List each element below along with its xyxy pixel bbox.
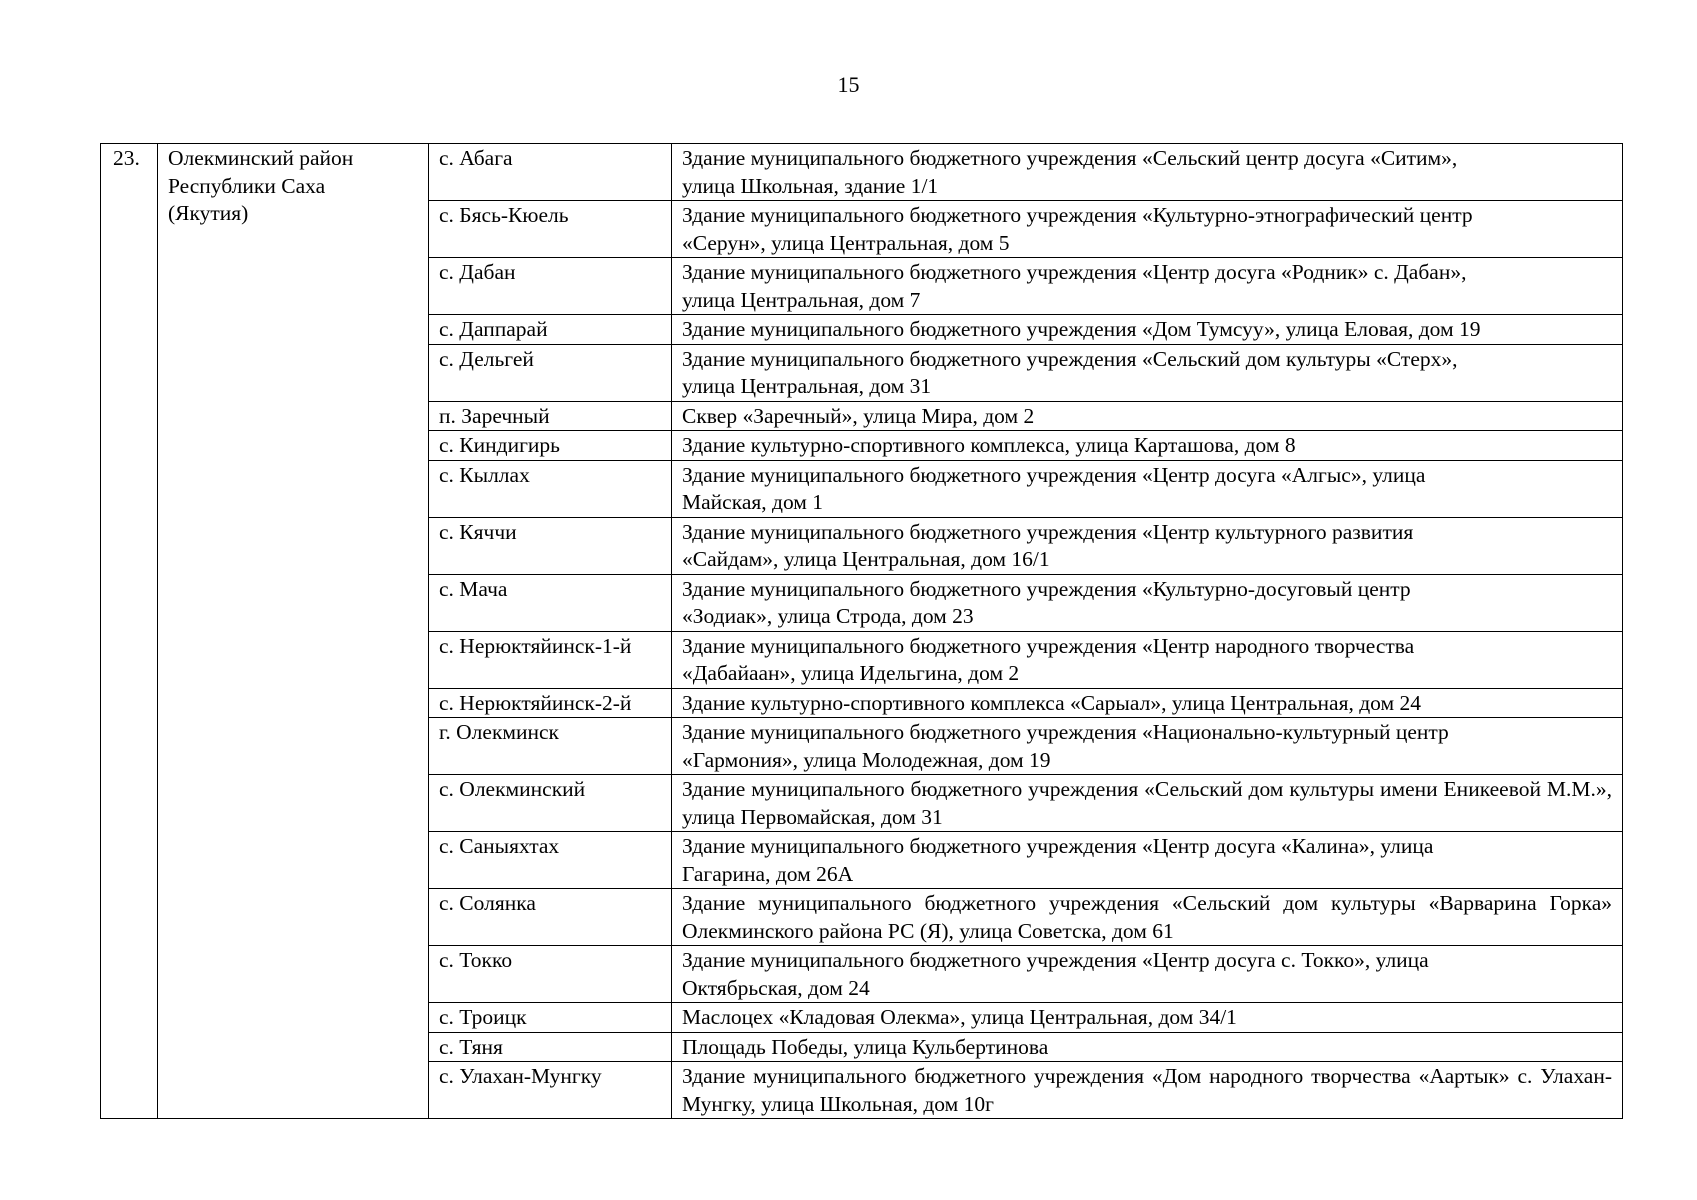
building-line: Здание муниципального бюджетного учреждения «Культурно-этнографический центр (682, 203, 1473, 227)
settlement-cell: с. Троицк (429, 1003, 672, 1033)
building-line: улица Центральная, дом 31 (682, 374, 932, 398)
building-line: Здание муниципального бюджетного учреждения «Центр культурного развития (682, 519, 1414, 544)
building-line: Майская, дом 1 (682, 490, 824, 514)
settlement-cell: п. Заречный (429, 401, 672, 431)
building-line: Здание муниципального бюджетного учреждения «Центр досуга с. Токко», улица (682, 948, 1429, 972)
building-line: улица Центральная, дом 7 (682, 287, 921, 312)
building-cell (672, 401, 1623, 431)
region-line: Олекминский район (168, 146, 354, 170)
building-line: Здание муниципального бюджетного учреждения «Сельский дом культуры «Стерх», (682, 346, 1458, 371)
building-line: Здание муниципального бюджетного учреждения «Сельский центр досуга «Ситим», (682, 146, 1458, 170)
building-cell (672, 1003, 1623, 1033)
building-line: Здание муниципального бюджетного учреждения «Национально-культурный центр (682, 720, 1449, 744)
settlement-cell: с. Мача (429, 574, 672, 631)
building-cell (672, 946, 1623, 1003)
settlement-cell: с. Кыллах (429, 460, 672, 517)
building-cell: Здание муниципального бюджетного учреждения «Сельский дом культуры имени Еникеевой М.М.», улица Первомайская, дом 31 (672, 775, 1623, 832)
building-line: Здание муниципального бюджетного учреждения «Центр досуга «Родник» с. Дабан», (682, 260, 1467, 284)
building-line: Здание муниципального бюджетного учреждения «Дом Тумсуу», улица Еловая, дом 19 (682, 317, 1481, 341)
building-line: Здание муниципального бюджетного учреждения «Центр досуга «Калина», улица (682, 834, 1434, 858)
settlement-cell: г. Олекминск (429, 718, 672, 775)
region-line: Республики Саха (168, 173, 326, 198)
region-cell (158, 144, 429, 1119)
building-cell (672, 1032, 1623, 1062)
building-cell (672, 832, 1623, 889)
settlement-cell: с. Нерюктяйинск-2-й (429, 688, 672, 718)
settlement-cell: с. Токко (429, 946, 672, 1003)
page-number: 15 (837, 72, 860, 97)
building-cell (672, 201, 1623, 258)
building-line: улица Школьная, здание 1/1 (682, 173, 939, 198)
building-line: Сквер «Заречный», улица Мира, дом 2 (682, 403, 1035, 428)
table-row (101, 144, 1623, 201)
settlement-cell: с. Киндигирь (429, 431, 672, 461)
settlement-cell: с. Саныяхтах (429, 832, 672, 889)
building-cell: Здание муниципального бюджетного учреждения «Сельский дом культуры «Варварина Горка» Олекминского района РС (Я), улица Советска, дом 61 (672, 889, 1623, 946)
building-cell (672, 460, 1623, 517)
building-line: Здание муниципального бюджетного учреждения «Культурно-досуговый центр (682, 576, 1411, 601)
building-cell (672, 631, 1623, 688)
building-line: Гагарина, дом 26А (682, 861, 854, 886)
building-cell (672, 517, 1623, 574)
building-line: «Серун», улица Центральная, дом 5 (682, 230, 1010, 255)
building-line: «Зодиак», улица Строда, дом 23 (682, 604, 974, 628)
settlement-cell: с. Тяня (429, 1032, 672, 1062)
building-line: Здание муниципального бюджетного учреждения «Центр народного творчества (682, 633, 1415, 658)
building-cell (672, 574, 1623, 631)
settlement-cell: с. Нерюктяйинск-1-й (429, 631, 672, 688)
building-line: Площадь Победы, улица Кульбертинова (682, 1034, 1049, 1059)
settlement-cell: с. Даппарай (429, 315, 672, 345)
settlement-cell: с. Солянка (429, 889, 672, 946)
building-cell: Здание муниципального бюджетного учреждения «Дом народного творчества «Аартык» с. Улахан-Мунгку, улица Школьная, дом 10г (672, 1062, 1623, 1119)
settlement-cell: с. Олекминский (429, 775, 672, 832)
settlement-cell: с. Дабан (429, 258, 672, 315)
building-cell (672, 258, 1623, 315)
building-line: «Сайдам», улица Центральная, дом 16/1 (682, 547, 1050, 571)
locations-table (100, 143, 1623, 1119)
building-line: Здание культурно-спортивного комплекса «Сарыал», улица Центральная, дом 24 (682, 690, 1421, 715)
building-cell (672, 688, 1623, 718)
building-line: «Дабайаан», улица Идельгина, дом 2 (682, 661, 1020, 685)
building-line: Октябрьская, дом 24 (682, 975, 870, 1000)
building-line: Здание муниципального бюджетного учреждения «Центр досуга «Алгыс», улица (682, 462, 1426, 487)
building-cell (672, 431, 1623, 461)
building-cell (672, 344, 1623, 401)
settlement-cell: с. Абага (429, 144, 672, 201)
settlement-cell: с. Дельгей (429, 344, 672, 401)
region-line: (Якутия) (168, 201, 249, 225)
building-line: Маслоцех «Кладовая Олекма», улица Центральная, дом 34/1 (682, 1005, 1237, 1029)
settlement-cell: с. Бясь-Кюель (429, 201, 672, 258)
building-line: «Гармония», улица Молодежная, дом 19 (682, 747, 1051, 772)
settlement-cell: с. Улахан-Мунгку (429, 1062, 672, 1119)
building-line: Здание культурно-спортивного комплекса, улица Карташова, дом 8 (682, 433, 1296, 457)
settlement-cell: с. Кяччи (429, 517, 672, 574)
row-number-cell: 23. (101, 144, 158, 1119)
building-cell (672, 718, 1623, 775)
building-cell (672, 315, 1623, 345)
building-cell (672, 144, 1623, 201)
